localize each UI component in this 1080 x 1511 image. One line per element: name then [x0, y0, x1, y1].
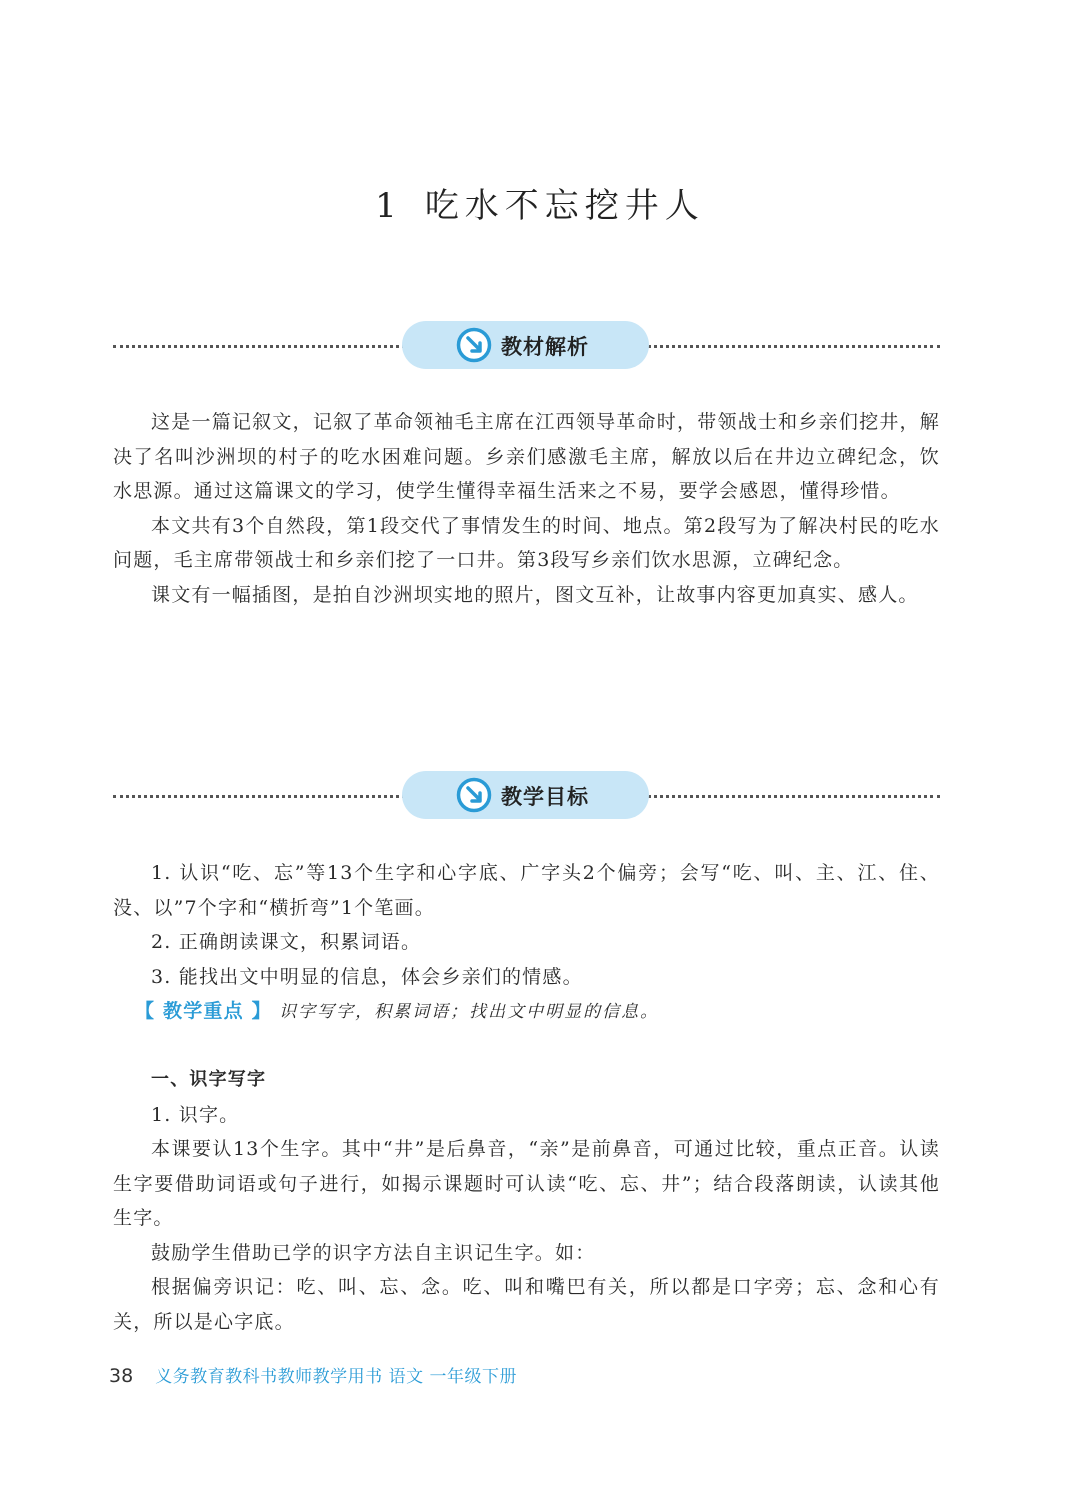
suggestions-body	[113, 1063, 940, 1339]
key-points-text: 识字写字，积累词语；找出文中明显的信息。	[279, 1002, 660, 1022]
subheading: 1. 识字。	[151, 1103, 240, 1126]
lesson-title-text: 吃水不忘挖井人	[424, 186, 705, 226]
section-banner-analysis	[113, 321, 940, 371]
section-pill	[402, 771, 649, 819]
arrow-down-right-circle-icon	[456, 777, 492, 813]
objective-item: 3. 能找出文中明显的信息，体会乡亲们的情感。	[151, 965, 583, 988]
section-heading: 一、识字写字	[151, 1069, 267, 1090]
section-label: 教材解析	[501, 335, 589, 359]
lesson-title	[0, 178, 1080, 227]
teaching-key-points	[113, 994, 940, 1030]
page-footer	[109, 1362, 517, 1387]
paragraph: 这是一篇记叙文，记叙了革命领袖毛主席在江西领导革命时，带领战士和乡亲们挖井，解决了名叫沙洲坝的村子的吃水困难问题。乡亲们感激毛主席，解放以后在井边立碑纪念，饮水思源。通过这篇课文的学习，使学生懂得幸福生活来之不易，要学会感恩，懂得珍惜。	[113, 411, 940, 502]
paragraph: 本课要认13个生字。其中“井”是后鼻音，“亲”是前鼻音，可通过比较，重点正音。认读生字要借助词语或句子进行，如揭示课题时可认读“吃、忘、井”；结合段落朗读，认读其他生字。	[113, 1138, 940, 1229]
key-points-label: 【 教学重点 】	[135, 1000, 272, 1022]
paragraph: 本文共有3个自然段，第1段交代了事情发生的时间、地点。第2段写为了解决村民的吃水问题，毛主席带领战士和乡亲们挖了一口井。第3段写乡亲们饮水思源，立碑纪念。	[113, 514, 940, 571]
objectives-body	[113, 856, 940, 1030]
objective-item: 1. 认识“吃、忘”等13个生字和心字底、广字头2个偏旁；会写“吃、叫、主、江、住、没、以”7个字和“横折弯”1个笔画。	[113, 862, 940, 919]
objective-item: 2. 正确朗读课文，积累词语。	[151, 931, 422, 953]
book-title: 义务教育教科书教师教学用书 语文 一年级下册	[155, 1367, 517, 1387]
analysis-body	[113, 405, 940, 612]
paragraph: 课文有一幅插图，是拍自沙洲坝实地的照片，图文互补，让故事内容更加真实、感人。	[151, 583, 919, 606]
page-number: 38	[109, 1365, 134, 1387]
section-banner-objectives	[113, 771, 940, 821]
lesson-number: 1	[375, 186, 403, 226]
section-pill	[402, 321, 649, 369]
paragraph: 根据偏旁识记：吃、叫、忘、念。吃、叫和嘴巴有关，所以都是口字旁；忘、念和心有关，所以是心字底。	[113, 1276, 940, 1333]
section-label: 教学目标	[501, 785, 589, 809]
paragraph: 鼓励学生借助已学的识字方法自主识记生字。如：	[151, 1241, 596, 1264]
arrow-down-right-circle-icon	[456, 327, 492, 363]
